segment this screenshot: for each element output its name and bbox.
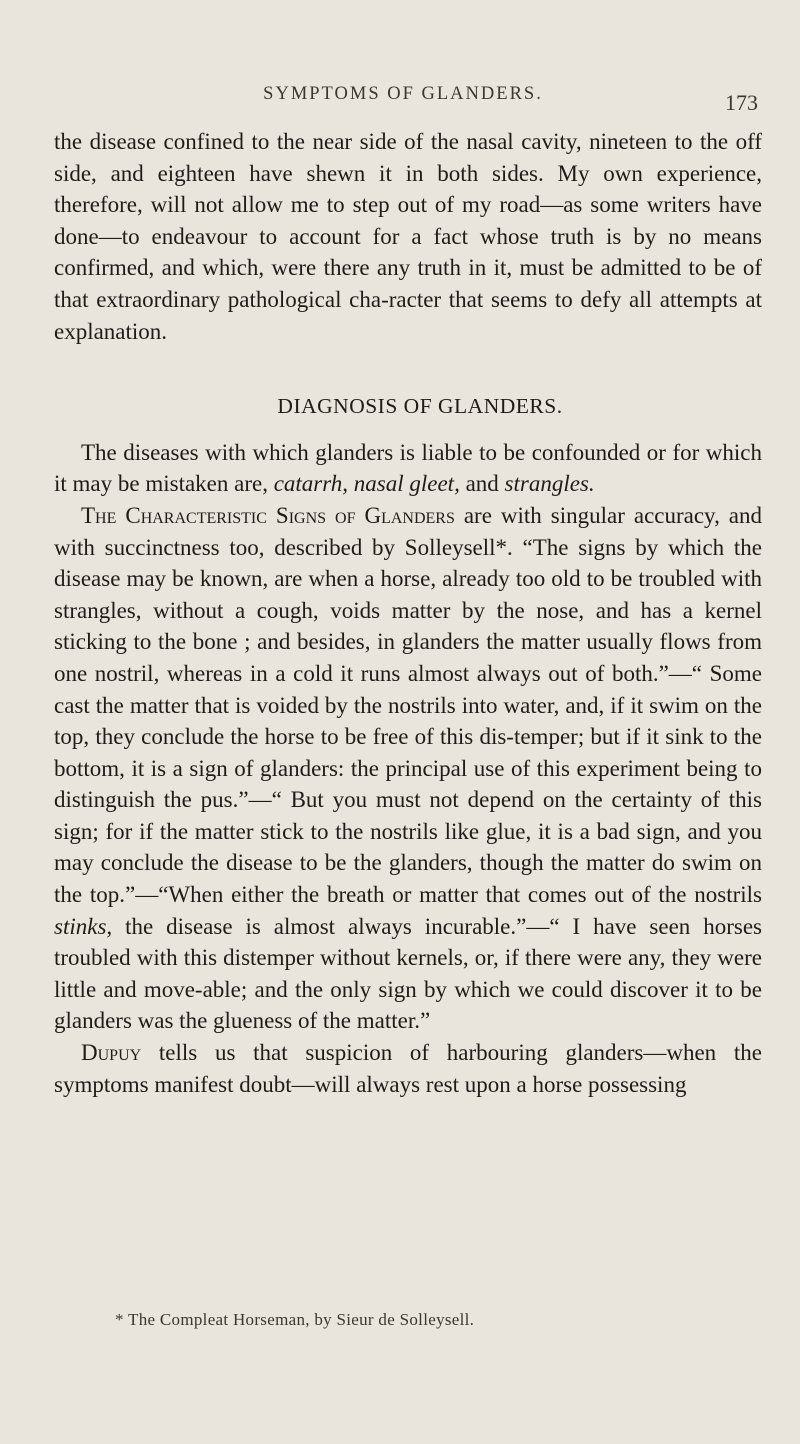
opening-paragraph: the disease confined to the near side of the nasal cavity, nineteen to the off side, and eighteen have shewn it in both sides. My own experience, therefore, will not allow me to step out of my road—as some writers have done—to endeavour to account for a fact whose truth is by no means confirmed, and which, were there any truth in it, must be admitted to be of that extraordinary pathological cha-racter that seems to defy all attempts at explanation. <box>54 129 762 344</box>
running-head: SYMPTOMS OF GLANDERS. <box>263 84 543 104</box>
dupuy-name: Dupuy <box>81 1040 142 1066</box>
paragraph-diseases <box>54 437 762 500</box>
paragraph-dupuy <box>54 1037 762 1100</box>
dupuy-text: tells us that suspicion of harbouring glanders—when the symptoms manifest doubt—will always rest upon a horse possessing <box>54 1040 762 1097</box>
diseases-lead: The diseases with which glanders is liable to be confounded or for which it may be mistaken are, <box>54 439 762 497</box>
body-text <box>54 126 762 1100</box>
diseases-last-term: strangles. <box>504 471 595 497</box>
footnote: * The Compleat Horseman, by Sieur de Solleysell. <box>115 1310 475 1329</box>
diseases-italic-terms: catarrh, nasal gleet, <box>273 471 460 497</box>
signs-text-2: the disease is almost always incurable.”—“ I have seen horses troubled with this distemper without kernels, or, if there were any, they were little and move-able; and the only sign by which we could discover it to be glanders was the glueness of the matter.” <box>54 913 763 1034</box>
signs-lead-caps: The Characteristic Signs of Glanders <box>81 502 455 528</box>
signs-text-1: are with singular accuracy, and with succinctness too, described by Solleysell*. “The signs by which the disease may be known, are when a horse, already too old to be troubled with strangles, without a cough, voids matter by the nose, and has a kernel sticking to the bone ; and besides, in glanders the matter usually flows from one nostril, whereas in a cold it runs almost always out of both.”—“ Some cast the matter that is voided by the nostrils into water, and, if it swim on the top, they conclude the horse to be free of this dis-temper; but if it sink to the bottom, it is a sign of glanders: the principal use of this experiment being to distinguish the pus.”—“ But you must not depend on the certainty of this sign; for if the matter stick to the nostrils like glue, it is a bad sign, and you may conclude the disease to be the glanders, though the matter do swim on the top.”—“When either the breath or matter that comes out of the nostrils <box>54 502 763 908</box>
paragraph-signs <box>54 500 762 1037</box>
signs-italic-word: stinks, <box>54 913 113 939</box>
page-header <box>48 84 758 124</box>
page-number: 173 <box>725 90 758 115</box>
diseases-conjunction: and <box>465 471 499 497</box>
section-heading: DIAGNOSIS OF GLANDERS. <box>277 394 563 419</box>
